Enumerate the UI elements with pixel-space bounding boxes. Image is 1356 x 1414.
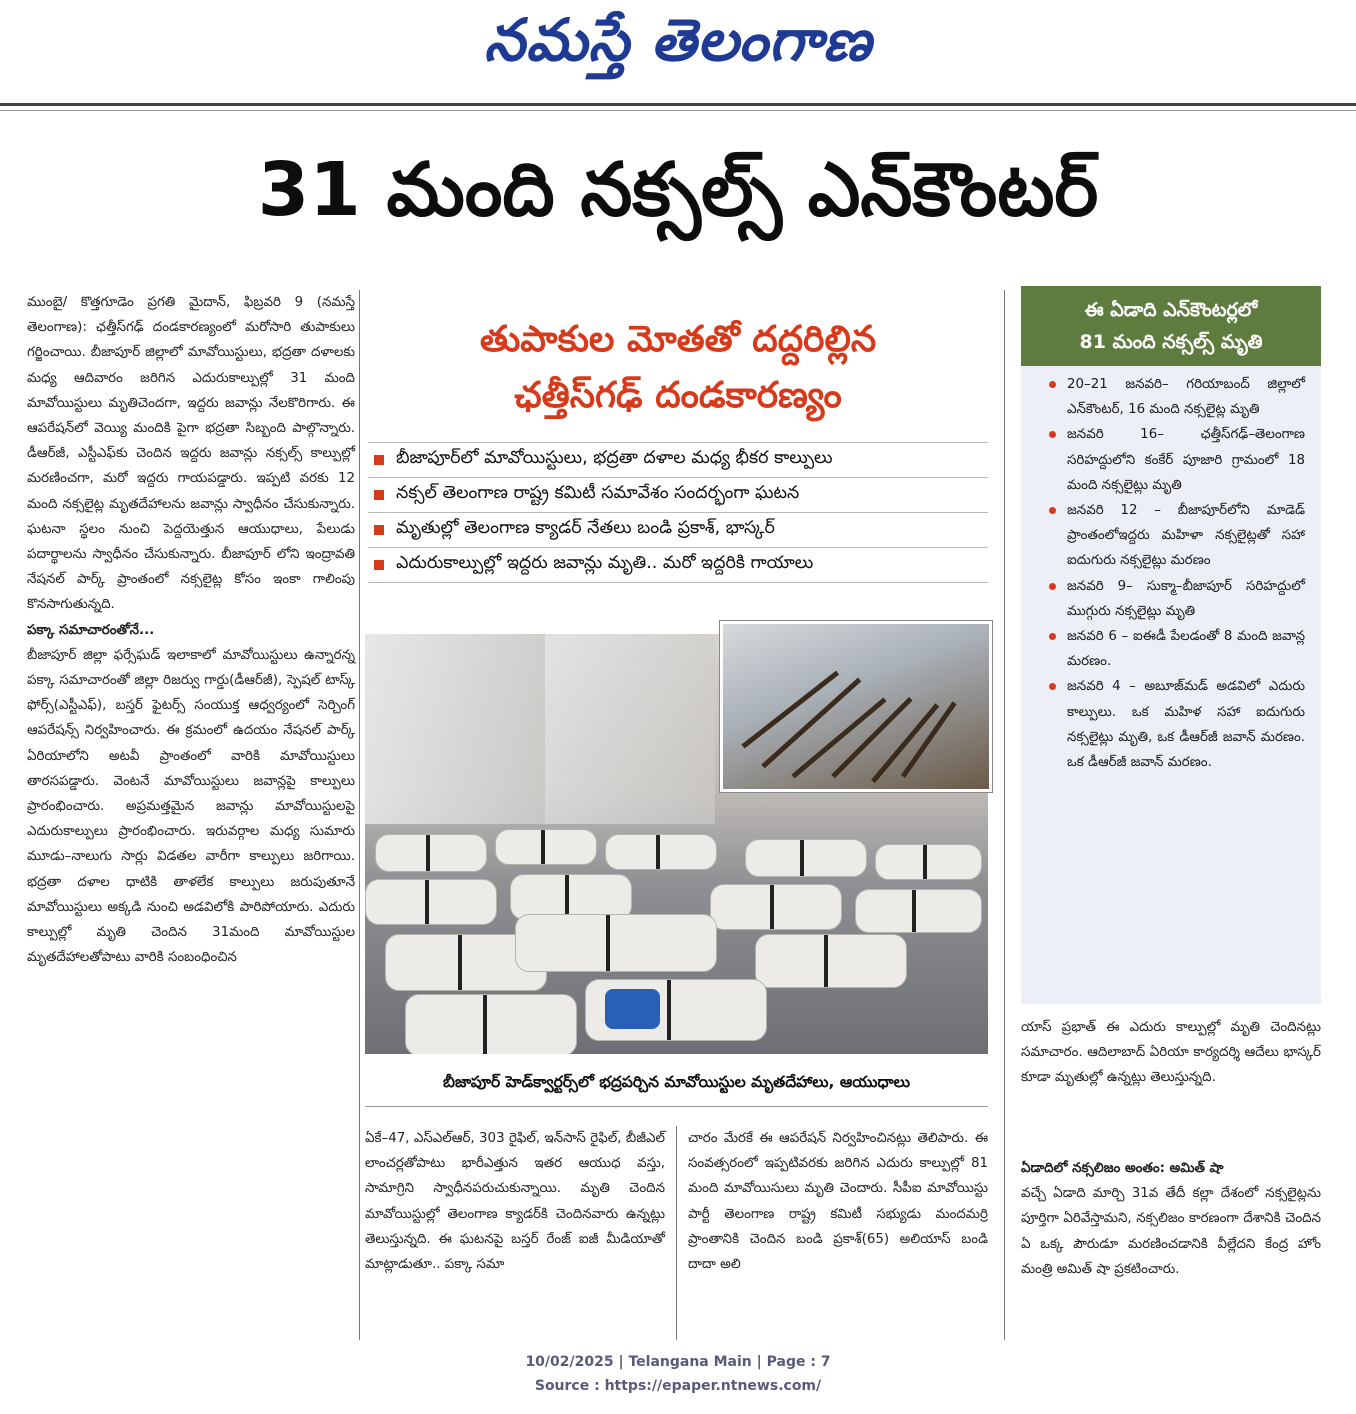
footer-source-line: Source : https://epaper.ntnews.com/ [534, 1378, 822, 1394]
sidebox-item: జనవరి 9– సుక్మా–బీజాపూర్‌ సరిహద్దులో ముగ్గురు నక్సలైట్లు మృతి [1045, 574, 1305, 624]
bullet-square-icon [374, 560, 384, 570]
inset-photo-weapons [720, 621, 992, 792]
middle-column-1 [365, 1126, 665, 1277]
left-paragraph-1: ముంబై/ కొత్తగూడెం ప్రగతి మైదాన్‌, ఫిబ్రవరి 9 (నమస్తే తెలంగాణ): ఛత్తీస్‌గఢ్‌ దండకారణ్యంలో మరోసారి తుపాకులు గర్జించాయి. బీజాపూర్‌ జిల్లాలో మావోయిస్టులు, భద్రతా దళాలకు మధ్య ఆదివారం జరిగిన ఎదురుకాల్పుల్లో 31 మంది మావోయిస్టులు మృతిచెందగా, ఇద్దరు జవాన్లు నేలకొరిగారు. ఈ ఆపరేషన్‌లో వెయ్యి మందికి పైగా భద్రతా సిబ్బంది పాల్గొన్నారు. డీఆర్‌జీ, ఎస్టీఎఫ్‌కు చెందిన ఇద్దరు జవాన్లు నక్సల్స్‌ కాల్పుల్లో మరణించగా, మరో ఇద్దరు గాయపడ్డారు. ఇప్పటి వరకు 12 మంది నక్సలైట్ల మృతదేహాలను జవాన్లు స్వాధీనం చేసుకున్నారు. ఘటనా స్థలం నుంచి పెద్దయెత్తున ఆయుధాలు, పేలుడు పదార్థాలను స్వాధీనం చేసుకున్నారు. బీజాపూర్‌ లోని ఇంద్రావతి నేషనల్‌ పార్క్‌ ప్రాంతంలో నక్సలైట్ల కోసం ఇంకా గాలింపు కొనసాగుతున్నది. [27, 295, 355, 613]
encounters-sidebox [1021, 286, 1321, 1004]
right-paragraph-1: యాస్‌ ప్రభాత్‌ ఈ ఎదురు కాల్పుల్లో మృతి చెందినట్లు సమాచారం. ఆదిలాబాద్‌ ఏరియా కార్యదర్శి ఆదేలు భాస్కర్‌ కూడా మృతుల్లో ఉన్నట్లు తెలుస్తున్నది. [1021, 1020, 1321, 1086]
right-paragraph-2: వచ్చే ఏడాది మార్చి 31వ తేదీ కల్లా దేశంలో నక్సలైట్లను పూర్తిగా ఏరివేస్తామని, నక్సలిజం కారణంగా దేశానికి చెందిన ఏ ఒక్క పౌరుడూ మరణించడానికి వీల్లేదని కేంద్ర హోం మంత్రి అమిత్‌ షా ప్రకటించారు. [1021, 1186, 1321, 1277]
headline: 31 మంది నక్సల్స్‌ ఎన్‌కౌంటర్‌ [257, 147, 1099, 233]
sidebox-item: జనవరి 6 – ఐఈడీ పేలడంతో 8 మంది జవాన్ల మరణం. [1045, 624, 1305, 674]
middle-paragraph-1: ఏకే–47, ఎస్‌ఎల్‌ఆర్‌, 303 రైఫిల్‌, ఇన్‌సాస్‌ రైఫిల్‌, బీజీఎల్‌ లాంచర్లతోపాటు భారీఎత్తున ఇతర ఆయుధ వస్తు, సామాగ్రిని స్వాధీనపరుచుకున్నాయి. మృతి చెందిన మావోయిస్టుల్లో తెలంగాణ క్యాడర్‌కి చెందినవారు ఉన్నట్లు తెలుస్తున్నది. ఈ ఘటనపై బస్తర్‌ రేంజ్‌ ఐజీ మీడియాతో మాట్లాడుతూ.. పక్కా సమా [365, 1131, 665, 1273]
sidebox-item: జనవరి 12 – బీజాపూర్‌లోని మాడెడ్‌ ప్రాంతంలోఇద్దరు మహిళా నక్సలైట్లతో సహా ఐదుగురు నక్సలైట్లు మరణం [1045, 498, 1305, 574]
bullet-square-icon [374, 455, 384, 465]
column-divider [1004, 290, 1005, 1340]
sidebox-title [1021, 286, 1321, 366]
middle-paragraph-2: చారం మేరకే ఈ ఆపరేషన్‌ నిర్వహించినట్లు తెలిపారు. ఈ సంవత్సరంలో ఇప్పటివరకు జరిగిన ఎదురు కాల్పుల్లో 81 మంది మావోయిసులు మృతి చెందారు. సీపీఐ మావోయిస్టు పార్టీ తెలంగాణ రాష్ట్ర కమిటీ సభ్యుడు మందమర్రి ప్రాంతానికి చెందిన బండి ప్రకాశ్‌(65) అలియాస్‌ బండి దాదా అలి [688, 1131, 988, 1273]
highlight-text: మృతుల్లో తెలంగాణ క్యాడర్‌ నేతలు బండి ప్రకాశ్‌, భాస్కర్‌ [396, 518, 775, 538]
masthead-title: నమస్తే తెలంగాణ [484, 6, 872, 74]
bullet-square-icon [374, 490, 384, 500]
subheadline-line-2: ఛత్తీస్‌గఢ్‌ దండకారణ్యం [514, 375, 842, 416]
column-divider [676, 1126, 677, 1340]
sidebox-title-line-1: ఈ ఏడాది ఎన్‌కౌంటర్లలో [1084, 299, 1258, 321]
masthead [0, 0, 1356, 100]
sidebox-item: జనవరి 16– ఛత్తీస్‌గఢ్‌–తెలంగాణ సరిహద్దులోని కంకేర్‌ పూజారి గ్రామంలో 18 మంది నక్సలైట్లు మృతి [1045, 422, 1305, 498]
sidebox-item: జనవరి 4 – అబూజ్‌మడ్‌ అడవిలో ఎదురు కాల్పులు. ఒక మహిళ సహా ఐదుగురు నక్సలైట్లు మృతి, ఒక డీఆర్‌జీ జవాన్‌ మరణం. ఒక డీఆర్‌జీ జవాన్‌ మరణం. [1045, 674, 1305, 775]
middle-column-2 [688, 1126, 988, 1277]
right-column [1021, 1015, 1321, 1091]
right-subhead: ఏడాదిలో నక్సలిజం అంతం: అమిత్‌ షా [1021, 1161, 1224, 1176]
footer-edition-line: 10/02/2025 | Telangana Main | Page : 7 [525, 1354, 831, 1370]
masthead-rule-thin [0, 110, 1356, 111]
highlight-item [368, 477, 988, 512]
highlight-text: ఎదురుకాల్పుల్లో ఇద్దరు జవాన్లు మృతి.. మరో ఇద్దరికి గాయాలు [396, 553, 814, 573]
highlights-list [368, 442, 988, 583]
highlight-text: బీజాపూర్‌లో మావోయిస్టులు, భద్రతా దళాల మధ్య భీకర కాల్పులు [396, 448, 833, 468]
highlight-item [368, 512, 988, 547]
column-divider [359, 290, 360, 1340]
photo-caption: బీజాపూర్‌ హెడ్‌క్వార్టర్స్‌లో భద్రపర్చిన మావోయిస్టుల మృతదేహాలు, ఆయుధాలు [365, 1058, 988, 1107]
sidebox-title-line-2: 81 మంది నక్సల్స్‌ మృతి [1079, 331, 1263, 353]
highlight-item [368, 442, 988, 477]
sidebox-list [1021, 372, 1321, 775]
left-paragraph-2: బీజాపూర్‌ జిల్లా ఫర్సేఘడ్‌ ఇలాకాలో మావోయిస్టులు ఉన్నారన్న పక్కా సమాచారంతో జిల్లా రిజర్వు గార్డు(డీఆర్‌జీ), స్పెషల్‌ టాస్క్‌ ఫోర్స్‌(ఎస్టీఎఫ్‌), బస్తర్‌ ఫైటర్స్‌ సంయుక్త ఆధ్వర్యంలో సెర్చింగ్‌ ఆపరేషన్స్‌ నిర్వహించారు. ఈ క్రమంలో ఉదయం నేషనల్‌ పార్క్‌ ఏరియాలోని అటవీ ప్రాంతంలో వారికి మావోయిస్టులు తారసపడ్డారు. వెంటనే మావోయిస్టులు జవాన్లపై కాల్పులు ప్రారంభించారు. అప్రమత్తమైన జవాన్లు మావోయిస్టులపై ఎదురుకాల్పులు ప్రారంభించారు. ఇరువర్గాల మధ్య సుమారు మూడు–నాలుగు సార్లు విడతల వారీగా కాల్పులు జరిగాయి. భద్రతా దళాల ధాటికి తాళలేక కాల్పులు జరుపుతూనే మావోయిస్టులు అక్కడి నుంచి అడవిలోకి పారిపోయారు. ఎదురు కాల్పుల్లో మృతి చెందిన 31మంది మావోయిస్టుల మృతదేహాలతోపాటు వారికి సంబంధించిన [27, 647, 355, 966]
left-subhead: పక్కా సమాచారంతోనే... [27, 622, 155, 638]
highlight-item [368, 547, 988, 583]
right-column-lower [1021, 1156, 1321, 1282]
masthead-rule [0, 103, 1356, 106]
subheadline-line-1: తుపాకుల మోతతో దద్దరిల్లిన [479, 319, 877, 360]
sidebox-item: 20–21 జనవరి– గరియాబంద్‌ జిల్లాలో ఎన్‌కౌంటర్‌, 16 మంది నక్సలైట్ల మృతి [1045, 372, 1305, 422]
bullet-square-icon [374, 525, 384, 535]
left-column [27, 290, 355, 970]
subheadline [368, 312, 988, 424]
highlight-text: నక్సల్‌ తెలంగాణ రాష్ట్ర కమిటీ సమావేశం సందర్భంగా ఘటన [396, 483, 800, 503]
